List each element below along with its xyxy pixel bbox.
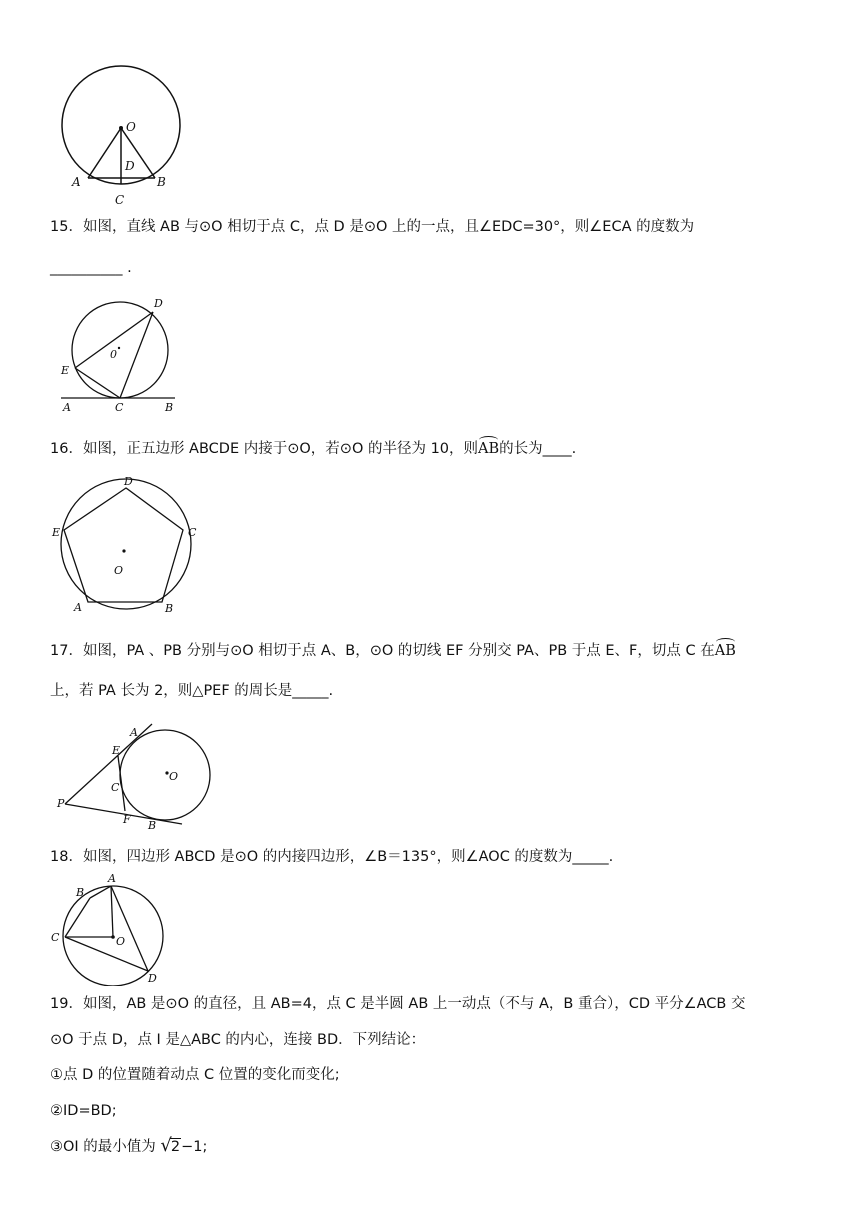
q15-label-b: B: [165, 401, 174, 414]
q18-figure: [48, 870, 168, 986]
q16-label-b: B: [165, 602, 174, 615]
q17-circle: [120, 730, 210, 820]
q15-center-dot: [118, 347, 120, 349]
q16-label-c: C: [188, 526, 197, 539]
q17-label-p: P: [57, 797, 65, 810]
q17-arc-ab: AB: [714, 643, 736, 659]
q18-label-d: D: [148, 972, 157, 985]
q17-text-prefix: 17．如图，PA 、PB 分别与⊙O 相切于点 A、B，⊙O 的切线 EF 分别交 PA、PB 于点 E、F，切点 C 在: [50, 643, 715, 659]
q15-figure: [55, 290, 190, 418]
q15-label-d: D: [154, 297, 163, 310]
q15-answer-blank: __________ .: [50, 260, 132, 276]
q15-label-o: 0: [110, 348, 117, 361]
q14-segment-oa: [88, 128, 121, 178]
q18-label-a: A: [108, 872, 116, 885]
q15-segment-dc: [120, 312, 153, 398]
q16-text-suffix: 的长为____.: [499, 441, 577, 457]
q16-label-d: D: [124, 475, 133, 488]
q16-circle: [61, 479, 191, 609]
q18-label-o: O: [116, 935, 126, 948]
q16-label-e: E: [52, 526, 61, 539]
q16-text-prefix: 16．如图，正五边形 ABCDE 内接于⊙O，若⊙O 的半径为 10，则: [50, 441, 479, 457]
q17-label-c: C: [111, 781, 120, 794]
q17-tangent-pa: [65, 724, 152, 804]
q14-figure: [55, 62, 190, 210]
q14-center-dot: [119, 126, 123, 130]
q18-label-c: C: [51, 931, 60, 944]
q17-figure: [50, 718, 220, 836]
q19-question-line1: 19．如图，AB 是⊙O 的直径，且 AB=4，点 C 是半圆 AB 上一动点（不与 A，B 重合），CD 平分∠ACB 交: [50, 996, 746, 1012]
q19-conclusion-3: [50, 1136, 207, 1157]
q14-label-o: O: [126, 120, 136, 134]
q19-item3-prefix: ③OI 的最小值为: [50, 1139, 156, 1155]
q17-label-e: E: [112, 744, 121, 757]
q18-label-b: B: [76, 886, 85, 899]
q19-conclusion-1: ①点 D 的位置随着动点 C 位置的变化而变化;: [50, 1067, 340, 1083]
q16-pentagon: [64, 488, 183, 602]
q15-question-line1: 15．如图，直线 AB 与⊙O 相切于点 C，点 D 是⊙O 上的一点，且∠EDC=30°，则∠ECA 的度数为: [50, 219, 695, 235]
q14-label-c: C: [115, 193, 125, 207]
q16-center-dot: [122, 549, 125, 552]
q19-item3-suffix: −1;: [181, 1139, 208, 1155]
q17-label-o: O: [169, 770, 179, 783]
q14-label-b: B: [157, 175, 166, 189]
q18-segment-bc: [65, 898, 90, 937]
q14-label-a: A: [72, 175, 81, 189]
q16-label-o: O: [114, 564, 124, 577]
q15-label-e: E: [61, 364, 70, 377]
q15-circle: [72, 302, 168, 398]
q18-question: 18．如图，四边形 ABCD 是⊙O 的内接四边形，∠B＝135°，则∠AOC 的度数为_____.: [50, 849, 614, 865]
q17-label-f: F: [123, 813, 131, 826]
q16-figure: [50, 470, 205, 618]
q14-label-d: D: [125, 159, 135, 173]
q15-segment-ec: [75, 368, 120, 398]
q19-question-line2: ⊙O 于点 D，点 I 是△ABC 的内心，连接 BD．下列结论：: [50, 1032, 426, 1048]
q16-arc-ab: AB: [478, 441, 500, 457]
q17-question-line1: [50, 641, 736, 661]
q17-question-line2: 上，若 PA 长为 2，则△PEF 的周长是_____.: [50, 683, 334, 699]
q17-label-a: A: [130, 726, 138, 739]
q19-sqrt-symbol: √: [160, 1135, 172, 1156]
q18-segment-oa: [111, 886, 113, 937]
q19-sqrt-radicand: 2: [170, 1139, 181, 1155]
q17-label-b: B: [148, 819, 157, 832]
q15-label-c: C: [115, 401, 124, 414]
q15-label-a: A: [63, 401, 71, 414]
q16-question: [50, 439, 576, 459]
q16-label-a: A: [74, 601, 82, 614]
q18-center-dot: [111, 935, 115, 939]
q19-conclusion-2: ②ID=BD;: [50, 1103, 117, 1119]
